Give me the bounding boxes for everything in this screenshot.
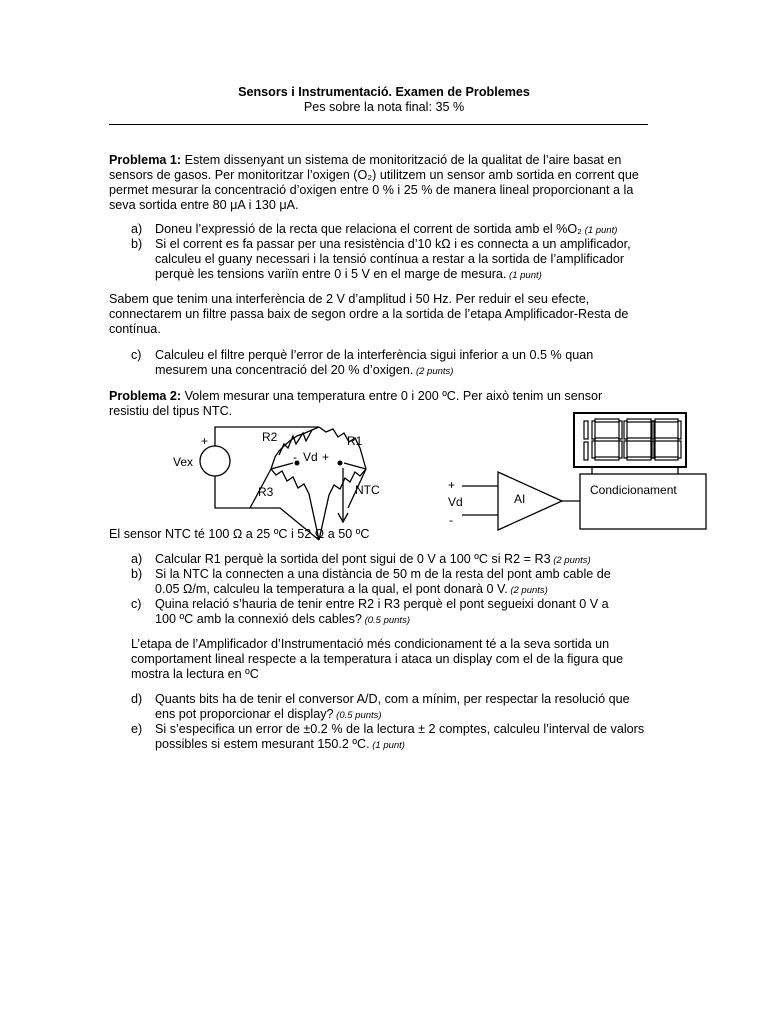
instrumentation-amplifier: [498, 472, 562, 530]
problem2-b-line2: 0.05 Ω/m, calculeu la temperatura a la qual, el pont donarà 0 V. (2 punts): [155, 582, 548, 596]
problem2-d-line2: ens pot proporcionar el display? (0.5 punts): [155, 707, 382, 721]
problem1-b-line1: Si el corrent es fa passar per una resistència d’10 kΩ i es connecta a un amplificador,: [155, 237, 631, 251]
conditioning-label: Condicionament: [590, 483, 677, 497]
problem2-para-line2: comportament lineal respecte a la temperatura i ataca un display com el de la figura que: [131, 652, 624, 666]
amp-minus-label: -: [449, 513, 453, 527]
problem2-b-points: (2 punts): [507, 585, 548, 596]
display-frame: [574, 413, 686, 467]
problem2-c-line1: Quina relació s’hauria de tenir entre R2 i R3 perquè el pont segueixi donant 0 V a: [155, 597, 609, 611]
problem2-d-label: d): [131, 692, 143, 706]
problem1-c-line2: mesurem una concentració del 20 % d’oxigen. (2 punts): [155, 363, 454, 377]
problem2-a-line1: Calcular R1 perquè la sortida del pont sigui de 0 V a 100 ºC si R2 = R3 (2 punts): [155, 552, 591, 566]
problem2-intro-line1: Problema 2: Volem mesurar una temperatura entre 0 i 200 ºC. Per això tenim un sensor: [109, 389, 603, 403]
problem1-intro-line2: sensors de gasos. Per monitoritzar l’oxigen (O₂) utilitzem un sensor amb sortida en corrent que: [109, 168, 639, 182]
seven-segment-digits: [584, 419, 681, 460]
exam-subtitle: Pes sobre la nota final: 35 %: [303, 100, 465, 114]
problem2-e-line1: Si s’especifica un error de ±0.2 % de la lectura ± 2 comptes, calculeu l’interval de valors: [155, 722, 645, 736]
ntc-spec-line: El sensor NTC té 100 Ω a 25 ºC i 52 Ω a 50 ºC: [109, 527, 370, 541]
problem2-c-line2: 100 ºC amb la connexió dels cables? (0.5 punts): [155, 612, 410, 626]
problem1-a-points: (1 punt): [582, 225, 618, 236]
problem2-e-label: e): [131, 722, 143, 736]
problem1-b-line3: perquè les tensions variïn entre 0 i 5 V en el marge de mesura. (1 punt): [155, 267, 542, 281]
problem1-intro-line1: Problema 1: Estem dissenyant un sistema de monitorització de la qualitat de l’aire basat en: [109, 153, 622, 167]
ai-label: AI: [514, 492, 526, 506]
problem2-d-line1: Quants bits ha de tenir el conversor A/D, com a mínim, per respectar la resolució que: [155, 692, 630, 706]
problem1-c-line1: Calculeu el filtre perquè l’error de la interferència sigui inferior a un 0.5 % quan: [155, 348, 594, 362]
problem1-para-line2: connectarem un filtre passa baix de segon ordre a la sortida de l’etapa Amplificador-Resta de: [109, 307, 629, 321]
problem1-a-line1: Doneu l’expressió de la recta que relaciona el corrent de sortida amb el %O₂ (1 punt): [155, 222, 618, 236]
problem2-e-points: (1 punt): [369, 740, 405, 751]
problem1-a-label: a): [131, 222, 143, 236]
vd-label: Vd: [303, 450, 318, 464]
problem1-para-line1: Sabem que tenim una interferència de 2 V d’amplitud i 50 Hz. Per reduir el seu efecte,: [109, 292, 590, 306]
problem2-para-line3: mostra la lectura en ºC: [131, 667, 259, 681]
problem2-a-points: (2 punts): [550, 555, 591, 566]
problem2-b-label: b): [131, 567, 143, 581]
problem2-a-label: a): [131, 552, 143, 566]
problem2-intro-line2: resistiu del tipus NTC.: [109, 404, 233, 418]
source-plus-label: +: [201, 434, 209, 448]
amp-vd-label: Vd: [448, 495, 463, 509]
problem2-d-points: (0.5 punts): [333, 710, 382, 721]
problem1-b-line2: calculeu el guany necessari i la tensió contínua a restar a la sortida de l’amplificador: [155, 252, 625, 266]
exam-title: Sensors i Instrumentació. Examen de Problemes: [238, 85, 530, 99]
r1-label: R1: [347, 434, 363, 448]
problem1-intro-line3: permet mesurar la concentració d’oxigen entre 0 % i 25 % de manera lineal proporcionant a la: [109, 183, 634, 197]
r3-label: R3: [258, 485, 274, 499]
problem1-c-label: c): [131, 348, 142, 362]
problem2-heading: Problema 2:: [109, 389, 182, 403]
problem1-b-label: b): [131, 237, 143, 251]
problem1-heading: Problema 1:: [109, 153, 182, 167]
problem2-e-line2: possibles si estem mesurant 150.2 ºC. (1 punt): [155, 737, 405, 751]
vex-label: Vex: [173, 455, 194, 469]
problem2-c-label: c): [131, 597, 142, 611]
problem2-b-line1: Si la NTC la connecten a una distància de 50 m de la resta del pont amb cable de: [155, 567, 611, 581]
problem1-para-line3: contínua.: [109, 322, 161, 336]
problem2-para-line1: L’etapa de l’Amplificador d’Instrumentació més condicionament té a la seva sortida un: [131, 637, 610, 651]
amp-plus-label: +: [448, 478, 456, 492]
vd-plus-label: +: [322, 450, 330, 464]
problem1-intro-line4: seva sortida entre 80 μA i 130 μA.: [109, 198, 299, 212]
problem1-b-points: (1 punt): [506, 270, 542, 281]
vd-minus-label: -: [293, 450, 297, 464]
ntc-label: NTC: [355, 483, 380, 497]
r2-label: R2: [262, 430, 278, 444]
voltage-source-icon: [200, 446, 230, 476]
problem2-c-points: (0.5 punts): [361, 615, 410, 626]
problem1-c-points: (2 punts): [413, 366, 454, 377]
